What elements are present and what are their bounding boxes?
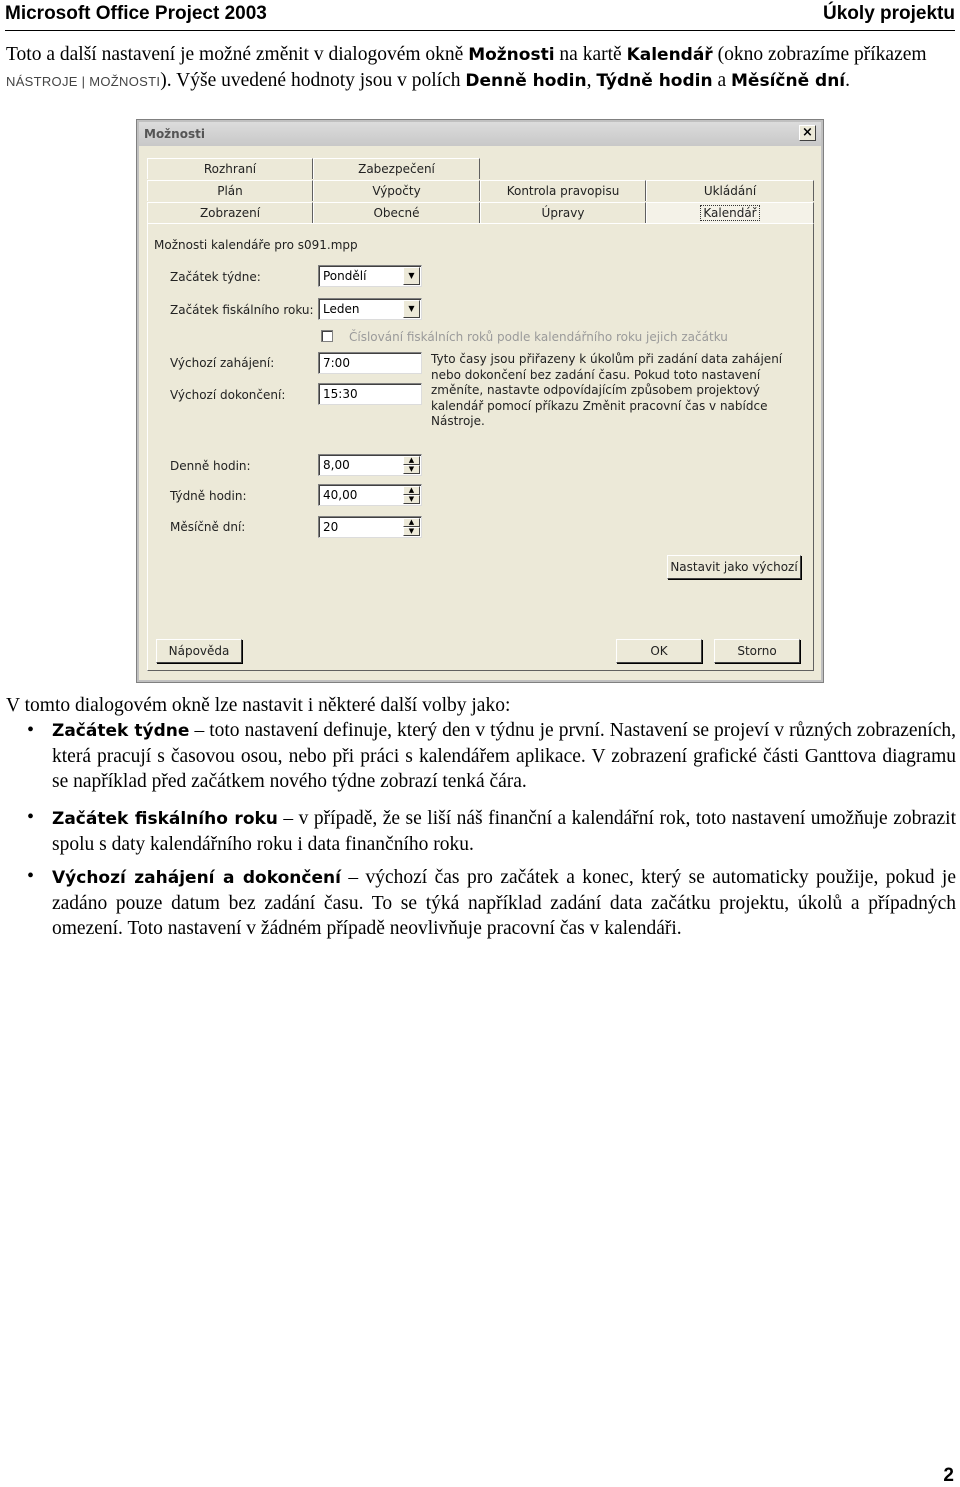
default-times-note: Tyto časy jsou přiřazeny k úkolům při zadání data zahájení nebo dokončení bez zadání času. Pokud toto nastavení změníte, nastavte odpovídajícím způsobem projektový kalendář pomocí příkazu Změnit pracovní čas v nabídce Nástroje. (431, 352, 783, 428)
hours-per-week-label: Týdně hodin: (170, 489, 247, 503)
tab-zabezpeceni[interactable]: Zabezpečení (313, 158, 480, 179)
default-finish-label: Výchozí dokončení: (170, 388, 286, 402)
tab-plan[interactable]: Plán (147, 180, 313, 201)
options-dialog (137, 120, 823, 682)
header-left: Microsoft Office Project 2003 (5, 3, 267, 24)
tab-kontrola-pravopisu[interactable]: Kontrola pravopisu (480, 180, 646, 201)
spin-down-icon[interactable]: ▼ (403, 465, 420, 474)
bold-term: Měsíčně dní (731, 71, 846, 91)
set-default-button[interactable]: Nastavit jako výchozí (667, 555, 801, 579)
group-label: Možnosti kalendáře pro s091.mpp (154, 238, 358, 252)
tab-rozhrani[interactable]: Rozhraní (147, 158, 313, 179)
bullet-fiscal-year: Začátek fiskálního roku – v případě, že se liší náš finanční a kalendářní rok, toto nastavení umožňuje zobrazit spolu s daty kalendářního roku i data finančního roku. (52, 808, 956, 855)
spin-down-icon[interactable]: ▼ (403, 495, 420, 504)
default-finish-field[interactable]: 15:30 (318, 383, 422, 405)
bold-term: Začátek fiskálního roku (52, 809, 278, 829)
dialog-title: Možnosti (144, 127, 205, 141)
bold-term: Kalendář (626, 45, 713, 65)
fiscal-numbering-label: Číslování fiskálních roků podle kalendářního roku jejich začátku (349, 330, 728, 344)
tab-kalendar[interactable]: Kalendář (646, 202, 814, 223)
week-start-select[interactable]: Pondělí ▼ (318, 265, 422, 287)
bullet-week-start: Začátek týdne – toto nastavení definuje, který den v týdnu je první. Nastavení se projeví v různých zobrazeních, která pracují s časovou osou, nebo při práci s kalendářem aplikace. V zobrazení grafické části Ganttova diagramu se například před začátkem nového týdne zobrazí tenká čára. (52, 720, 956, 792)
header-right: Úkoly projektu (823, 3, 955, 24)
fiscal-year-select[interactable]: Leden ▼ (318, 298, 422, 320)
hours-per-week-spinner[interactable]: 40,00 ▲ ▼ (318, 484, 422, 506)
bullet-dot: • (27, 719, 35, 741)
tab-vypocty[interactable]: Výpočty (313, 180, 480, 201)
tab-upravy[interactable]: Úpravy (480, 202, 646, 223)
ok-button[interactable]: OK (616, 639, 702, 663)
fiscal-numbering-checkbox[interactable] (321, 330, 333, 342)
tab-obecne[interactable]: Obecné (313, 202, 480, 223)
default-start-label: Výchozí zahájení: (170, 356, 275, 370)
dialog-titlebar (139, 122, 821, 146)
bold-term: Týdně hodin (596, 71, 713, 91)
bold-term: Začátek týdne (52, 721, 190, 741)
days-per-month-spinner[interactable]: 20 ▲ ▼ (318, 516, 422, 538)
chevron-down-icon[interactable]: ▼ (403, 300, 420, 318)
spin-up-icon[interactable]: ▲ (403, 486, 420, 495)
bullet-dot: • (27, 806, 35, 828)
cancel-button[interactable]: Storno (714, 639, 800, 663)
page-header (5, 0, 955, 31)
chevron-down-icon[interactable]: ▼ (403, 267, 420, 285)
hours-per-day-label: Denně hodin: (170, 459, 251, 473)
menu-path: NÁSTROJE | MOŽNOSTI (6, 74, 161, 89)
close-icon[interactable]: × (799, 125, 816, 141)
bold-term: Denně hodin (465, 71, 587, 91)
spin-up-icon[interactable]: ▲ (403, 456, 420, 465)
options-paragraph: V tomto dialogovém okně lze nastavit i některé další volby jako: (6, 695, 511, 716)
help-button[interactable]: Nápověda (156, 639, 242, 663)
fiscal-year-label: Začátek fiskálního roku: (170, 303, 314, 317)
default-start-field[interactable]: 7:00 (318, 352, 422, 374)
spin-up-icon[interactable]: ▲ (403, 518, 420, 527)
calendar-panel (147, 223, 814, 671)
page-number: 2 (943, 1465, 954, 1486)
bold-term: Výchozí zahájení a dokončení (52, 868, 341, 888)
week-start-label: Začátek týdne: (170, 270, 261, 284)
intro-paragraph: Toto a další nastavení je možné změnit v dialogovém okně Možnosti na kartě Kalendář (okno zobrazíme příkazem NÁSTROJE | MOŽNOSTI). Výše uvedené hodnoty jsou v polích Denně hodin, Týdně hodin a Měsíčně dní. (6, 44, 927, 91)
spin-down-icon[interactable]: ▼ (403, 527, 420, 536)
bullet-dot: • (27, 865, 35, 887)
days-per-month-label: Měsíčně dní: (170, 520, 246, 534)
tab-zobrazeni[interactable]: Zobrazení (147, 202, 313, 223)
tab-ukladani[interactable]: Ukládání (646, 180, 814, 201)
bold-term: Možnosti (468, 45, 555, 65)
hours-per-day-spinner[interactable]: 8,00 ▲ ▼ (318, 454, 422, 476)
bullet-default-times: Výchozí zahájení a dokončení – výchozí čas pro začátek a konec, který se automaticky použije, pokud je zadáno pouze datum bez zadání času. To se týká například zadání data začátku projektu, úkolů a případných omezení. Toto nastavení v žádném případě neovlivňuje pracovní čas v kalendáři. (52, 867, 956, 939)
